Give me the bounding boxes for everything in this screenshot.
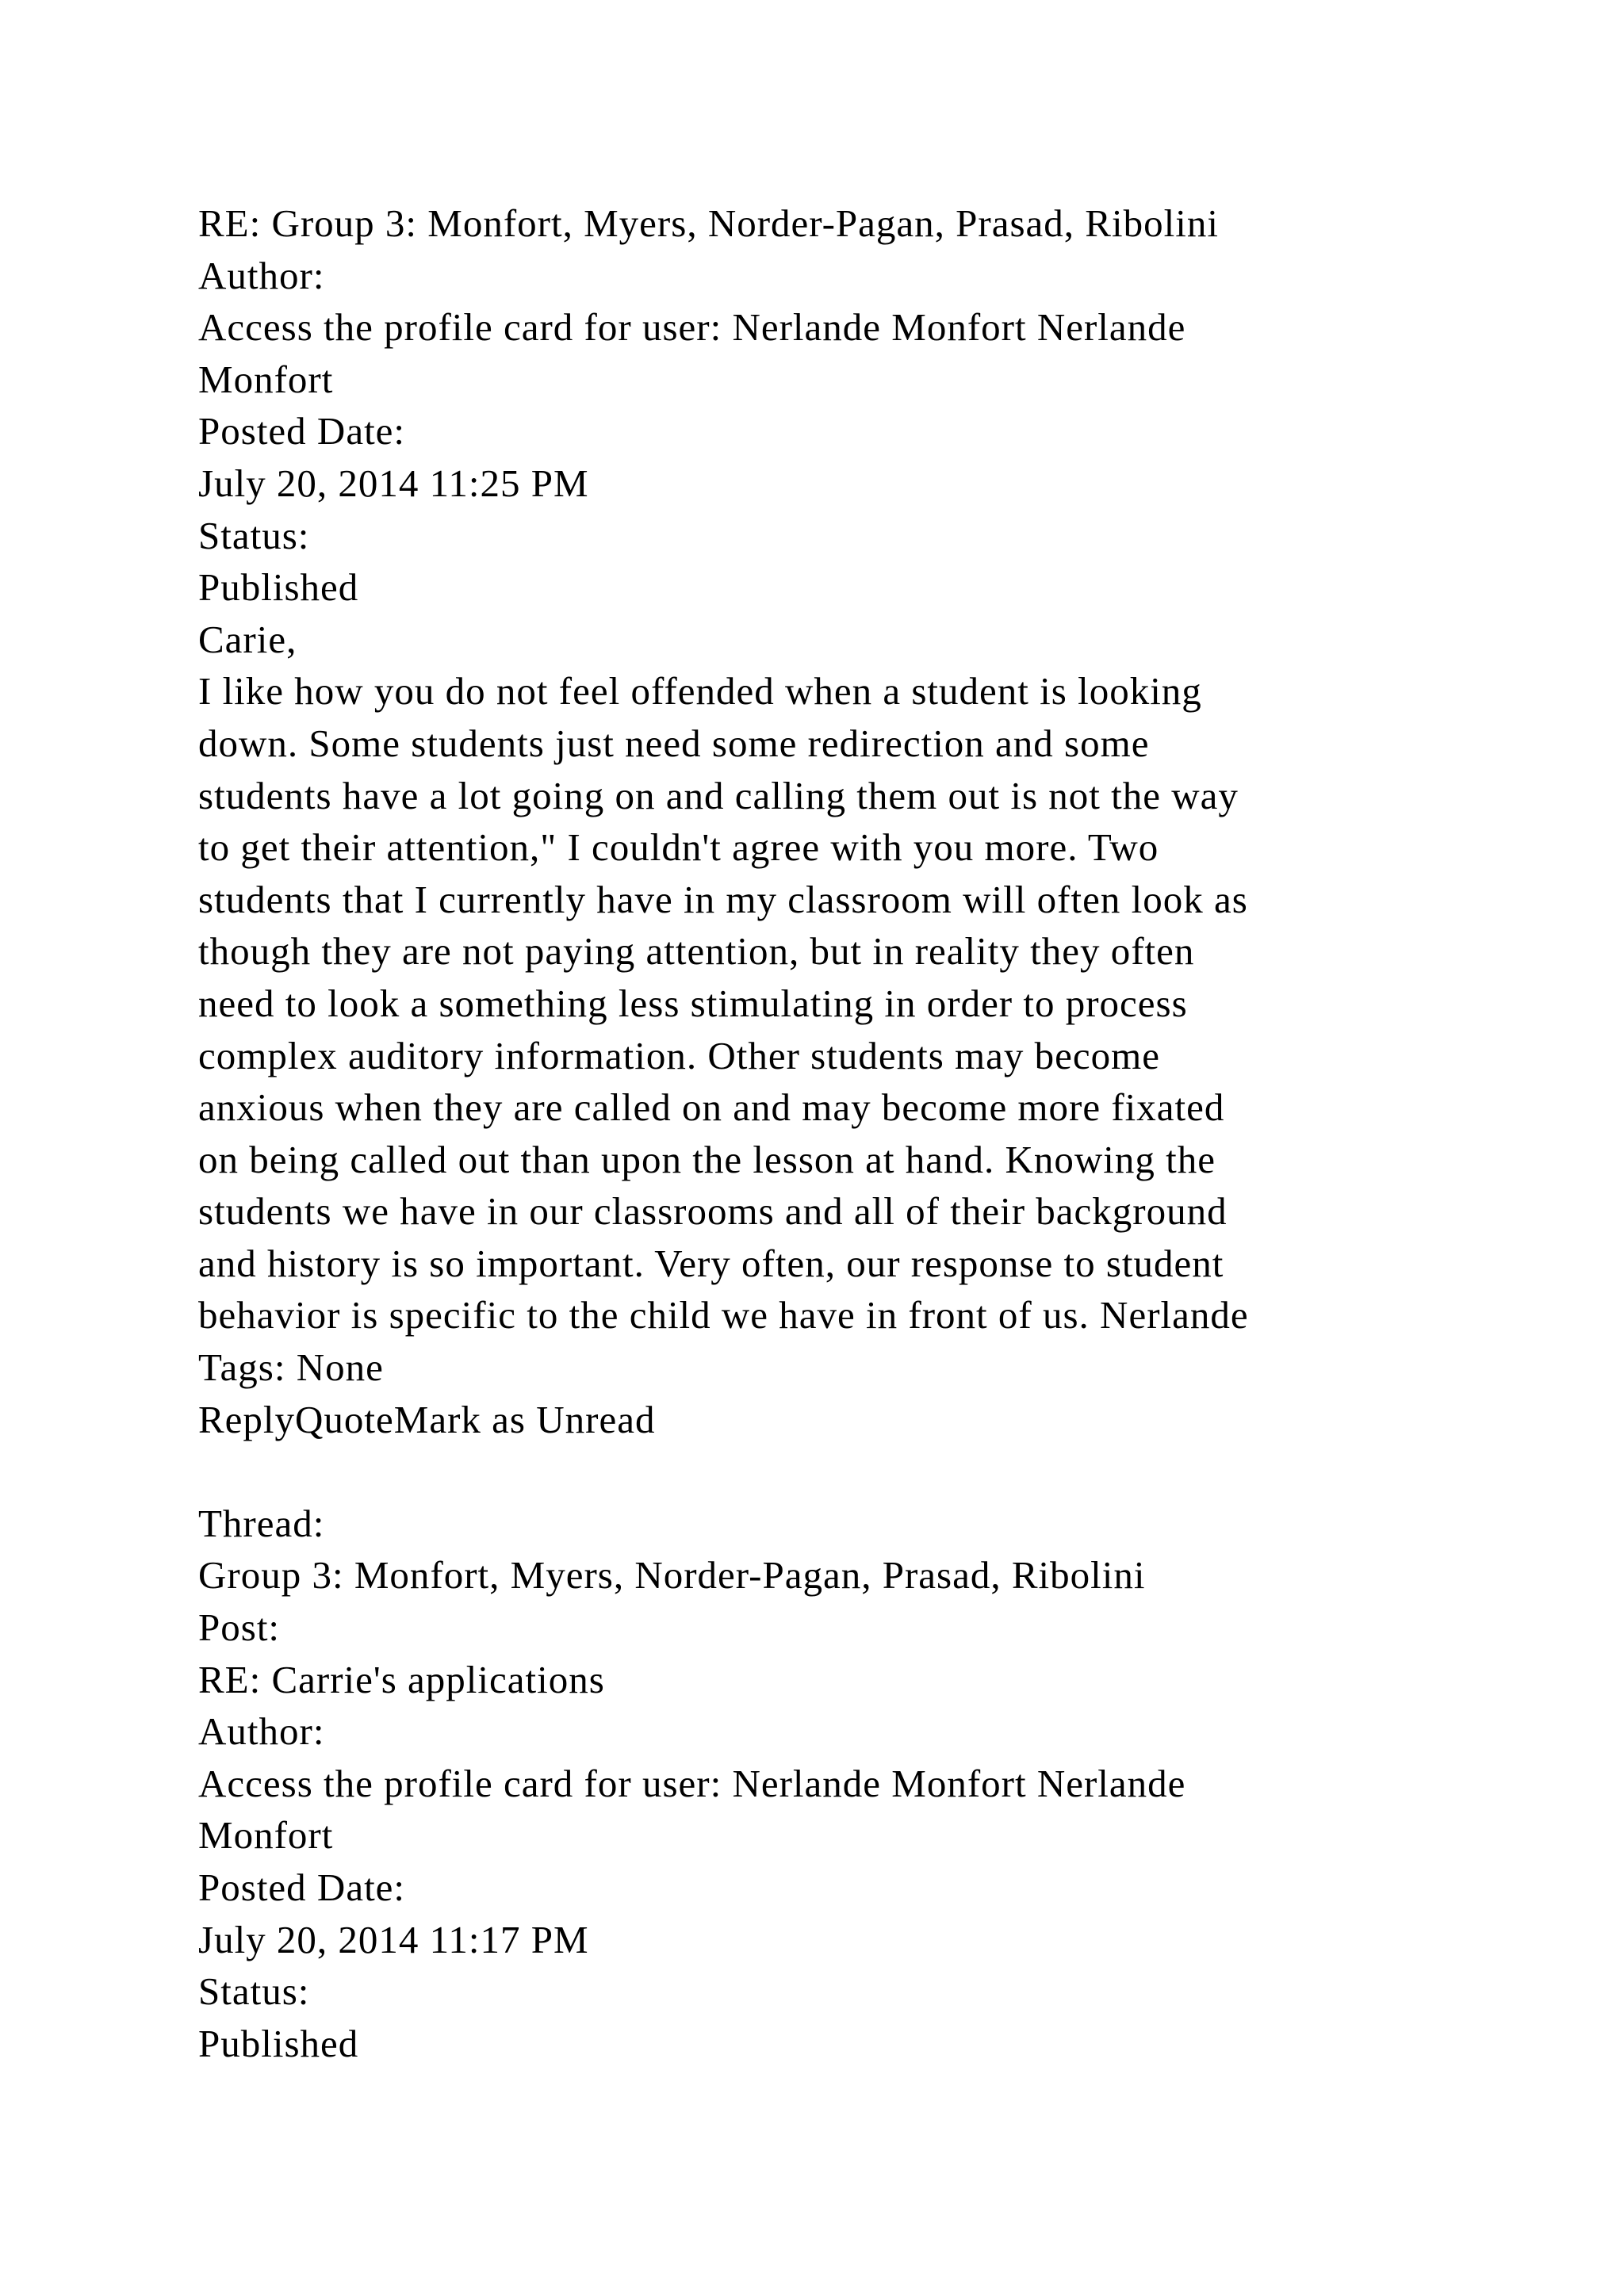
author-profile-link-line-2: Monfort (198, 1813, 334, 1858)
posted-date-value: July 20, 2014 11:17 PM (198, 1917, 589, 1961)
status-label: Status: (198, 1969, 310, 2014)
post-body-line: students have a lot going on and calling them out is not the way (198, 773, 1239, 817)
post-greeting: Carie, (198, 617, 297, 661)
author-profile-link-line-2: Monfort (198, 357, 334, 401)
post-body-line: anxious when they are called on and may become more fixated (198, 1085, 1225, 1130)
post-body-line: to get their attention," I couldn't agree with you more. Two (198, 825, 1159, 870)
post-body-line: students that I currently have in my classroom will often look as (198, 877, 1248, 921)
author-profile-link-line-1: Access the profile card for user: Nerlande Monfort Nerlande (198, 1761, 1186, 1805)
post-body-line: students we have in our classrooms and all of their background (198, 1189, 1228, 1234)
post-body-line: on being called out than upon the lesson at hand. Knowing the (198, 1137, 1216, 1181)
tags-line: Tags: None (198, 1345, 384, 1390)
author-label: Author: (198, 253, 325, 297)
document-page (198, 197, 1435, 2069)
author-label: Author: (198, 1709, 325, 1754)
post-subject: RE: Carrie's applications (198, 1657, 605, 1701)
posted-date-label: Posted Date: (198, 409, 406, 453)
post-actions: ReplyQuoteMark as Unread (198, 1397, 656, 1441)
post-body-line: I like how you do not feel offended when a student is looking (198, 669, 1202, 714)
blank-line (198, 1445, 1435, 1498)
post-title: RE: Group 3: Monfort, Myers, Norder-Pagan, Prasad, Ribolini (198, 201, 1219, 245)
status-value: Published (198, 565, 359, 610)
posted-date-value: July 20, 2014 11:25 PM (198, 461, 589, 505)
post-body-line: behavior is specific to the child we have in front of us. Nerlande (198, 1293, 1249, 1337)
status-value: Published (198, 2021, 359, 2065)
posted-date-label: Posted Date: (198, 1866, 406, 1909)
post-label: Post: (198, 1605, 281, 1650)
status-label: Status: (198, 513, 310, 557)
post-body-line: down. Some students just need some redirection and some (198, 721, 1150, 765)
post-body-line: need to look a something less stimulating in order to process (198, 981, 1188, 1025)
post-body-line: complex auditory information. Other students may become (198, 1033, 1161, 1077)
thread-label: Thread: (198, 1501, 325, 1545)
post-body-line: though they are not paying attention, but in reality they often (198, 929, 1195, 974)
post-body-line: and history is so important. Very often, our response to student (198, 1241, 1224, 1285)
thread-title: Group 3: Monfort, Myers, Norder-Pagan, Prasad, Ribolini (198, 1553, 1146, 1598)
author-profile-link-line-1: Access the profile card for user: Nerlande Monfort Nerlande (198, 305, 1186, 350)
